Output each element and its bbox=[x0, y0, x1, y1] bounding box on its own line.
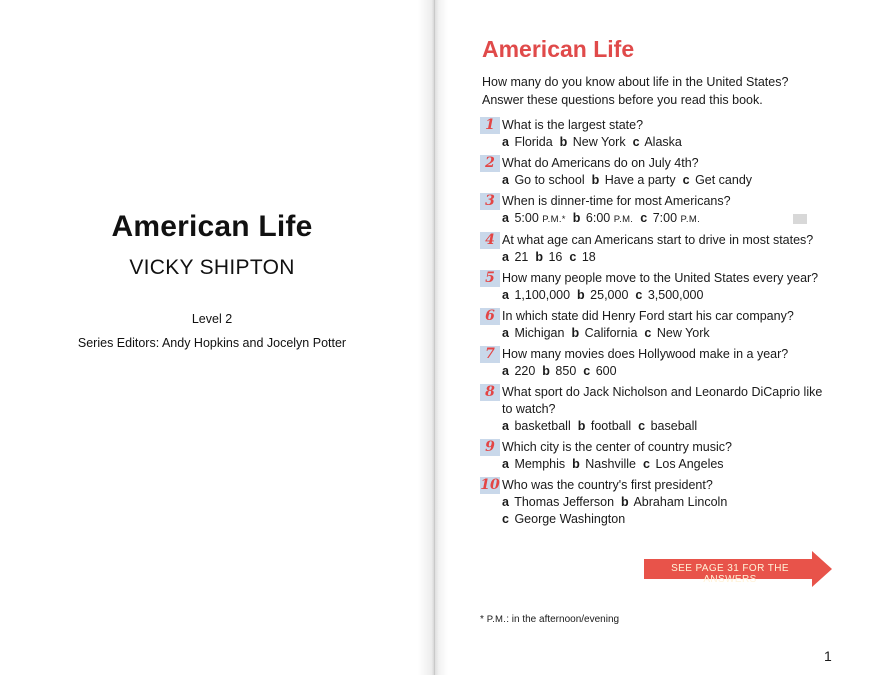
answer-option bbox=[502, 326, 564, 340]
page-number: 1 bbox=[824, 648, 832, 664]
option-text: 1,100,000 bbox=[514, 288, 571, 302]
answer-option bbox=[502, 288, 570, 302]
answer-option bbox=[542, 364, 576, 378]
answer-option bbox=[638, 419, 697, 433]
option-text: Get candy bbox=[695, 173, 753, 187]
option-text: 6:00 bbox=[585, 211, 611, 225]
option-text: 3,500,000 bbox=[647, 288, 704, 302]
option-text: New York bbox=[656, 326, 710, 340]
footnote bbox=[480, 614, 619, 625]
option-time-suffix: P.M. bbox=[613, 214, 634, 225]
option-text: George Washington bbox=[514, 512, 626, 526]
option-letter: a bbox=[502, 288, 509, 302]
option-letter: a bbox=[502, 364, 509, 378]
question-text: What do Americans do on July 4th? bbox=[502, 156, 699, 170]
book-spine-line bbox=[434, 0, 435, 675]
answer-option bbox=[502, 135, 553, 149]
option-text: Go to school bbox=[514, 173, 585, 187]
answer-option bbox=[502, 173, 585, 187]
question-text: How many people move to the United States every year? bbox=[502, 271, 819, 285]
option-text: Los Angeles bbox=[655, 457, 724, 471]
question-options bbox=[502, 249, 830, 266]
answer-option bbox=[502, 512, 625, 526]
question-number: 1 bbox=[480, 117, 500, 134]
option-letter: b bbox=[572, 211, 581, 225]
option-letter: b bbox=[577, 419, 586, 433]
quiz-question bbox=[480, 117, 830, 151]
question-options bbox=[502, 418, 830, 435]
question-number: 7 bbox=[480, 346, 500, 363]
question-options bbox=[502, 494, 830, 528]
question-text: How many movies does Hollywood make in a year? bbox=[502, 347, 789, 361]
option-letter: a bbox=[502, 211, 509, 225]
option-letter: c bbox=[502, 512, 509, 526]
question-text: What is the largest state? bbox=[502, 118, 644, 132]
option-text: Florida bbox=[514, 135, 553, 149]
option-text: 16 bbox=[548, 250, 563, 264]
quiz-intro: How many do you know about life in the United States? Answer these questions before you read this book. bbox=[482, 75, 789, 107]
option-text: Thomas Jefferson bbox=[514, 495, 615, 509]
option-letter: b bbox=[571, 326, 580, 340]
quiz-question bbox=[480, 232, 830, 266]
option-text: Have a party bbox=[604, 173, 676, 187]
option-time-suffix: P.M.* bbox=[542, 214, 566, 225]
question-text: Who was the country's first president? bbox=[502, 478, 713, 492]
option-letter: a bbox=[502, 250, 509, 264]
option-letter: c bbox=[638, 419, 646, 433]
option-text: Alaska bbox=[644, 135, 682, 149]
option-letter: c bbox=[682, 173, 690, 187]
option-letter: b bbox=[535, 250, 543, 264]
answer-option bbox=[571, 326, 637, 340]
answer-option bbox=[633, 135, 682, 149]
answer-option bbox=[569, 250, 595, 264]
answer-option bbox=[502, 419, 571, 433]
option-letter: c bbox=[632, 135, 640, 149]
option-letter: b bbox=[542, 364, 550, 378]
footnote-abbr: P.M. bbox=[486, 614, 507, 625]
question-options bbox=[502, 134, 830, 151]
answer-option bbox=[640, 211, 700, 225]
question-text: In which state did Henry Ford start his car company? bbox=[502, 309, 794, 323]
quiz-question bbox=[480, 384, 830, 435]
answer-option bbox=[583, 364, 616, 378]
question-options bbox=[502, 287, 830, 304]
option-text: Michigan bbox=[514, 326, 565, 340]
answer-option bbox=[502, 364, 535, 378]
option-letter: c bbox=[644, 326, 652, 340]
series-editors: Series Editors: Andy Hopkins and Jocelyn Potter bbox=[77, 336, 347, 350]
option-text: 220 bbox=[514, 364, 536, 378]
option-letter: a bbox=[502, 419, 509, 433]
quiz-list bbox=[480, 117, 830, 532]
option-text: Memphis bbox=[514, 457, 566, 471]
answer-option bbox=[644, 326, 709, 340]
option-text: Nashville bbox=[585, 457, 636, 471]
quiz-question bbox=[480, 155, 830, 189]
question-text: When is dinner-time for most Americans? bbox=[502, 194, 731, 208]
option-text: New York bbox=[572, 135, 626, 149]
question-options bbox=[502, 363, 830, 380]
question-number: 9 bbox=[480, 439, 500, 456]
option-text: 25,000 bbox=[590, 288, 629, 302]
quiz-title: American Life bbox=[482, 36, 635, 62]
option-text: Abraham Lincoln bbox=[633, 495, 728, 509]
answer-option bbox=[573, 211, 633, 225]
question-text: What sport do Jack Nicholson and Leonardo DiCaprio like to watch? bbox=[502, 385, 823, 416]
question-options bbox=[502, 456, 830, 473]
book-gutter bbox=[418, 0, 448, 675]
option-letter: a bbox=[502, 173, 509, 187]
answer-option bbox=[621, 495, 727, 509]
question-number: 6 bbox=[480, 308, 500, 325]
question-number: 2 bbox=[480, 155, 500, 172]
option-text: California bbox=[584, 326, 638, 340]
option-text: baseball bbox=[650, 419, 698, 433]
question-options bbox=[502, 210, 830, 228]
book-level: Level 2 bbox=[191, 312, 233, 326]
quiz-question bbox=[480, 193, 830, 228]
option-text: 600 bbox=[595, 364, 617, 378]
question-number: 8 bbox=[480, 384, 500, 401]
footnote-mark: * bbox=[480, 614, 484, 625]
option-letter: b bbox=[621, 495, 629, 509]
answer-option bbox=[577, 288, 628, 302]
option-text: 21 bbox=[514, 250, 529, 264]
option-letter: c bbox=[643, 457, 650, 471]
answer-option bbox=[578, 419, 631, 433]
answer-option bbox=[683, 173, 752, 187]
option-letter: a bbox=[502, 135, 509, 149]
answer-option bbox=[502, 495, 614, 509]
option-letter: c bbox=[583, 364, 591, 378]
answer-option bbox=[643, 457, 724, 471]
option-letter: c bbox=[635, 288, 643, 302]
option-letter: a bbox=[502, 495, 509, 509]
option-text: 5:00 bbox=[514, 211, 539, 225]
answer-option bbox=[502, 250, 528, 264]
question-number: 5 bbox=[480, 270, 500, 287]
option-letter: c bbox=[640, 211, 648, 225]
answer-option bbox=[572, 457, 636, 471]
option-letter: a bbox=[502, 326, 509, 340]
option-letter: b bbox=[591, 173, 600, 187]
option-time-suffix: P.M. bbox=[680, 214, 701, 225]
answers-arrow-label: SEE PAGE 31 FOR THE ANSWERS bbox=[671, 563, 789, 585]
quiz-question bbox=[480, 346, 830, 380]
question-options bbox=[502, 325, 830, 342]
left-page bbox=[0, 0, 434, 675]
quiz-question bbox=[480, 439, 830, 473]
option-text: football bbox=[590, 419, 632, 433]
question-text: Which city is the center of country music? bbox=[502, 440, 732, 454]
question-number: 10 bbox=[480, 477, 500, 493]
option-letter: b bbox=[577, 288, 585, 302]
quiz-question bbox=[480, 270, 830, 304]
answer-option bbox=[535, 250, 562, 264]
option-letter: c bbox=[569, 250, 577, 264]
quiz-question bbox=[480, 477, 830, 528]
question-number: 4 bbox=[480, 232, 500, 249]
answer-option bbox=[592, 173, 676, 187]
question-text: At what age can Americans start to drive in most states? bbox=[502, 233, 814, 247]
option-letter: b bbox=[559, 135, 568, 149]
option-letter: a bbox=[502, 457, 509, 471]
book-author: VICKY SHIPTON bbox=[129, 256, 295, 279]
option-text: 7:00 bbox=[652, 211, 678, 225]
question-options bbox=[502, 172, 830, 189]
option-text: basketball bbox=[514, 419, 571, 433]
book-title: American Life bbox=[111, 210, 313, 243]
quiz-question bbox=[480, 308, 830, 342]
question-number: 3 bbox=[480, 193, 500, 210]
option-text: 850 bbox=[555, 364, 577, 378]
answer-option bbox=[502, 211, 566, 225]
answer-option bbox=[560, 135, 626, 149]
answer-option bbox=[635, 288, 703, 302]
footnote-text: : in the afternoon/evening bbox=[506, 614, 620, 625]
option-text: 18 bbox=[581, 250, 596, 264]
option-letter: b bbox=[572, 457, 580, 471]
answer-option bbox=[502, 457, 565, 471]
